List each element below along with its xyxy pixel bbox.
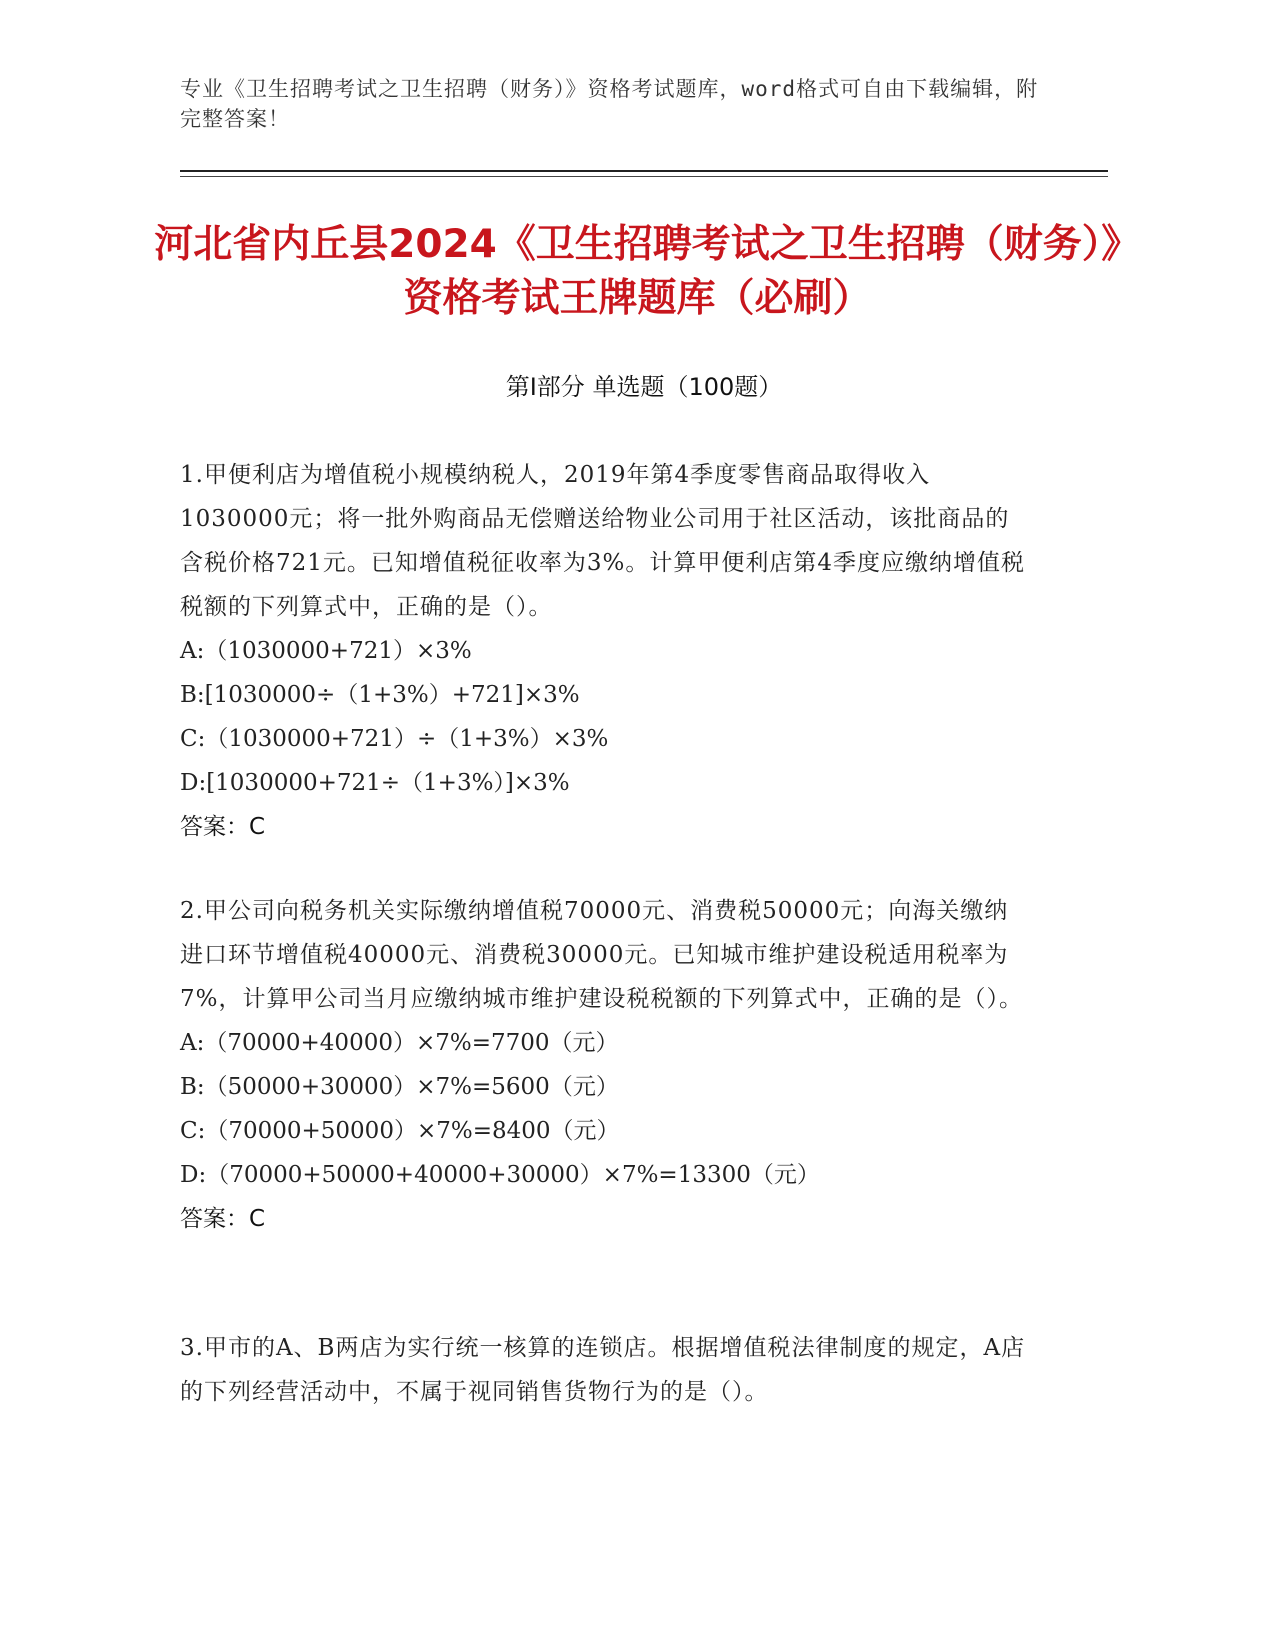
question-2: [180, 889, 1030, 1241]
option-c: C:（1030000+721）÷（1+3%）×3%: [180, 726, 609, 752]
question-stem: 3.甲市的A、B两店为实行统一核算的连锁店。根据增值税法律制度的规定，A店的下列经营活动中，不属于视同销售货物行为的是（）。: [180, 1335, 1026, 1405]
header-divider: [180, 170, 1108, 172]
question-3: [180, 1326, 1030, 1414]
header-divider-thin: [180, 176, 1108, 177]
question-1: [180, 453, 1030, 849]
option-a: A:（70000+40000）×7%=7700（元）: [180, 1030, 619, 1056]
option-b: B:[1030000÷（1+3%）+721]×3%: [180, 682, 580, 708]
section-heading: 第I部分 单选题（100题）: [505, 373, 783, 401]
option-c: C:（70000+50000）×7%=8400（元）: [180, 1118, 620, 1144]
answer: 答案：C: [180, 814, 266, 840]
header-note: 专业《卫生招聘考试之卫生招聘（财务）》资格考试题库，word格式可自由下载编辑，附完整答案！: [180, 77, 1039, 131]
question-stem: 1.甲便利店为增值税小规模纳税人，2019年第4季度零售商品取得收入1030000元；将一批外购商品无偿赠送给物业公司用于社区活动，该批商品的含税价格721元。已知增值税征收率为3%。计算甲便利店第4季度应缴纳增值税税额的下列算式中，正确的是（）。: [180, 462, 1026, 620]
option-b: B:（50000+30000）×7%=5600（元）: [180, 1074, 619, 1100]
question-stem: 2.甲公司向税务机关实际缴纳增值税70000元、消费税50000元；向海关缴纳进口环节增值税40000元、消费税30000元。已知城市维护建设税适用税率为7%，计算甲公司当月应缴纳城市维护建设税税额的下列算式中，正确的是（）。: [180, 898, 1023, 1012]
option-a: A:（1030000+721）×3%: [180, 638, 472, 664]
option-d: D:（70000+50000+40000+30000）×7%=13300（元）: [180, 1162, 820, 1188]
option-d: D:[1030000+721÷（1+3%）]×3%: [180, 770, 570, 796]
document-title: 河北省内丘县2024《卫生招聘考试之卫生招聘（财务）》资格考试王牌题库（必刷）: [154, 222, 1121, 321]
answer: 答案：C: [180, 1206, 266, 1232]
